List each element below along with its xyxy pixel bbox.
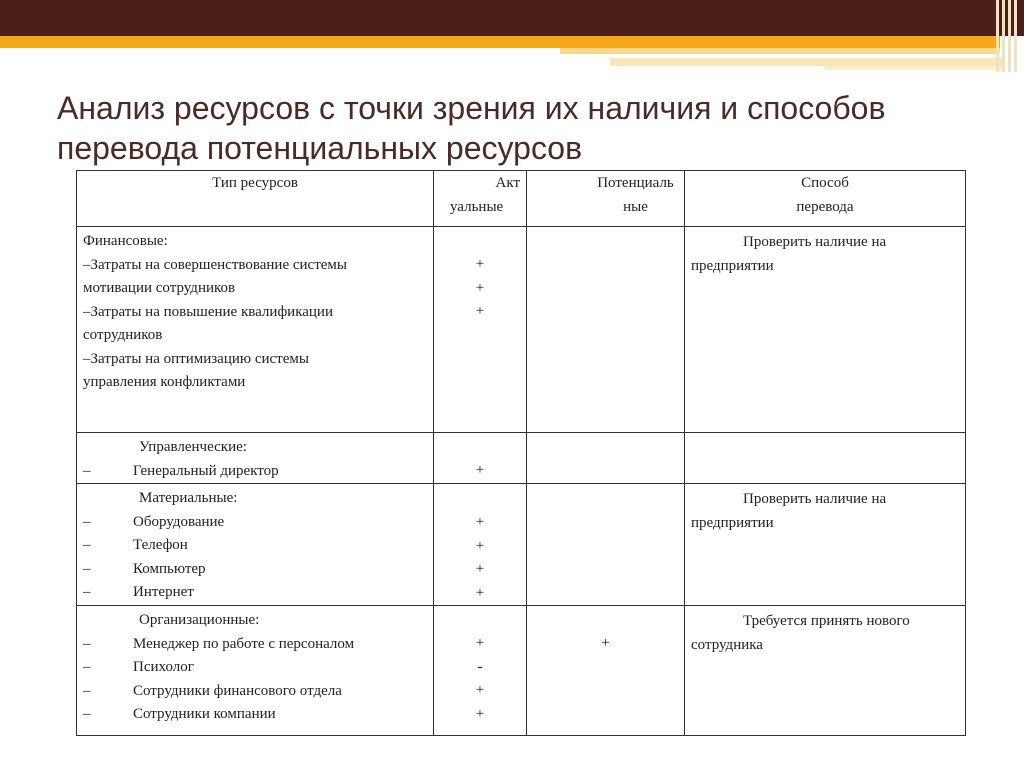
potential-cell — [527, 433, 685, 484]
actual-cell: + + + — [434, 227, 527, 433]
potential-cell — [527, 484, 685, 606]
table-header-row — [77, 171, 966, 227]
table-row-organizational — [77, 606, 966, 736]
resources-table — [76, 170, 966, 736]
table-row-management — [77, 433, 966, 484]
resource-type-cell: Организационные: – Менеджер по работе с персоналом – Психолог – Сотрудники финансового отдела – Сотрудники компании — [77, 606, 434, 736]
header-band-light — [560, 48, 1000, 54]
method-cell: Проверить наличие на предприятии — [685, 227, 966, 433]
header-band-light — [825, 66, 1005, 70]
potential-cell: + — [527, 606, 685, 736]
resource-type-cell: Финансовые: –Затраты на совершенствование системы мотивации сотрудников –Затраты на повышение квалификации сотрудников –Затраты на оптимизацию системы управления конфликтами — [77, 227, 434, 433]
slide-title: Анализ ресурсов с точки зрения их наличия и способов перевода потенциальных ресурсов — [57, 90, 886, 166]
header-band-light — [610, 58, 1005, 66]
method-cell: Проверить наличие на предприятии — [685, 484, 966, 606]
header-band-gold — [0, 36, 1000, 48]
potential-cell — [527, 227, 685, 433]
actual-cell: + - + + — [434, 606, 527, 736]
header-potential: Потенциаль ные — [527, 171, 685, 227]
resource-type-cell: Управленческие: – Генеральный директор — [77, 433, 434, 484]
table-row-material — [77, 484, 966, 606]
resource-type-cell: Материальные: – Оборудование – Телефон – Компьютер – Интернет — [77, 484, 434, 606]
table-row-financial — [77, 227, 966, 433]
method-cell — [685, 433, 966, 484]
actual-cell: + + + + — [434, 484, 527, 606]
header-type: Тип ресурсов — [77, 171, 434, 227]
header-band-dark — [0, 0, 1024, 36]
header-method: Способ перевода — [685, 171, 966, 227]
header-actual: Акт уальные — [434, 171, 527, 227]
edge-stripes-decoration — [994, 0, 1024, 72]
method-cell: Требуется принять нового сотрудника — [685, 606, 966, 736]
actual-cell: + — [434, 433, 527, 484]
